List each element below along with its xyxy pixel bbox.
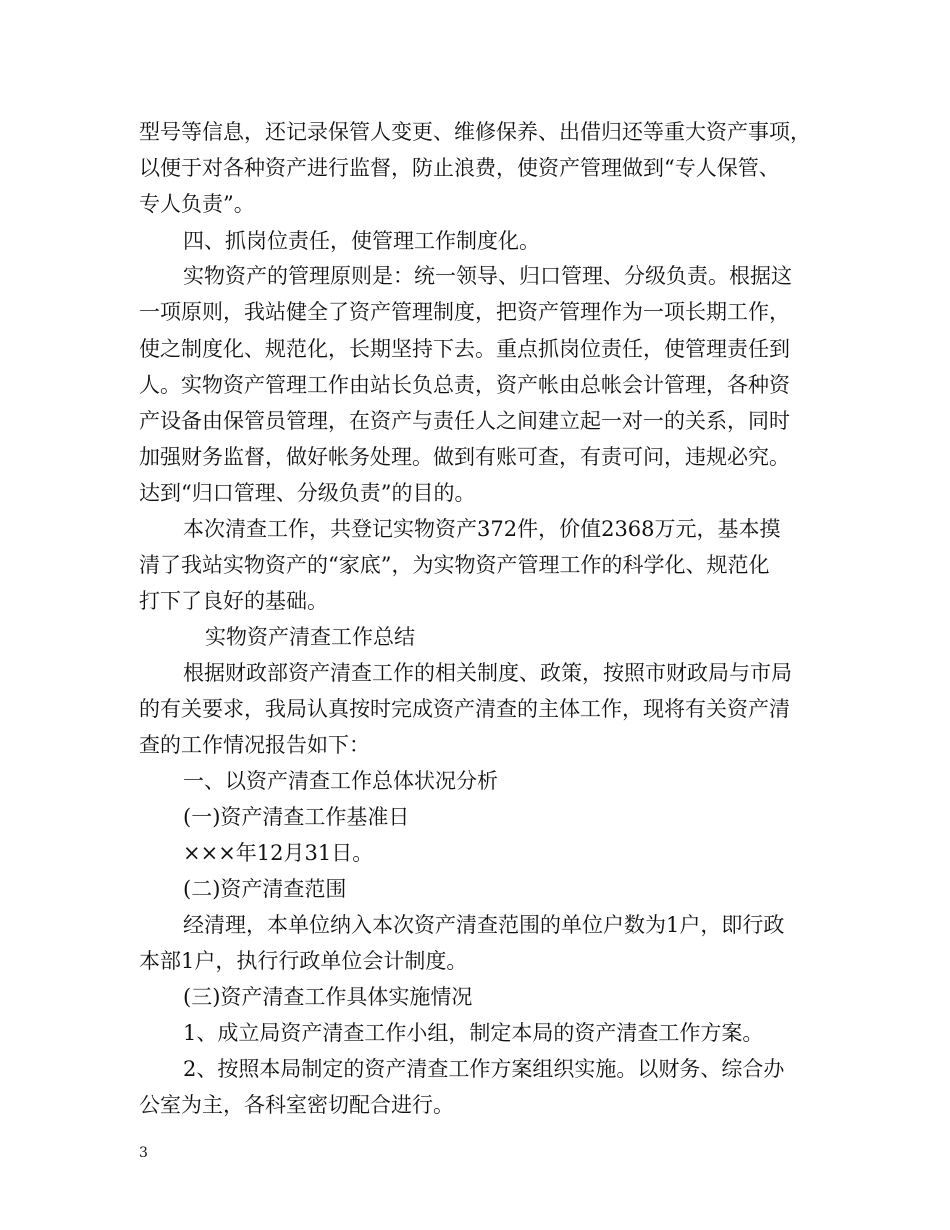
body-line-26: 1、成立局资产清查工作小组，制定本局的资产清查工作方案。 (183, 1021, 764, 1045)
page-number: 3 (139, 1145, 148, 1161)
body-line-21: ×××年12月31日。 (183, 841, 374, 865)
body-line-5: 实物资产的管理原则是：统一领导、归口管理、分级负责。根据这 (183, 264, 792, 288)
body-line-23: 经清理，本单位纳入本次资产清查范围的单位户数为1户，即行政 (183, 913, 785, 937)
body-line-12: 本次清查工作，共登记实物资产372件，价值2368万元，基本摸 (183, 517, 781, 541)
body-line-16: 根据财政部资产清查工作的相关制度、政策，按照市财政局与市局 (183, 661, 792, 685)
section-heading-4: 四、抓岗位责任，使管理工作制度化。 (183, 229, 540, 253)
body-line-6: 一项原则，我站健全了资产管理制度，把资产管理作为一项长期工作， (139, 300, 790, 324)
body-line-11: 达到“归口管理、分级负责”的目的。 (139, 481, 476, 505)
document-title: 实物资产清查工作总结 (205, 625, 415, 649)
body-line-8: 人。实物资产管理工作由站长负总责，资产帐由总帐会计管理，各种资 (139, 373, 790, 397)
body-line-3: 专人负责”。 (139, 192, 255, 216)
body-line-17: 的有关要求，我局认真按时完成资产清查的主体工作，现将有关资产清 (139, 697, 790, 721)
subsection-heading-3: (三)资产清查工作具体实施情况 (183, 985, 473, 1009)
body-line-24: 本部1户，执行行政单位会计制度。 (139, 949, 468, 973)
body-line-13: 清了我站实物资产的“家底”，为实物资产管理工作的科学化、规范化 (139, 553, 770, 577)
body-line-18: 查的工作情况报告如下： (139, 733, 370, 757)
body-line-9: 产设备由保管员管理，在资产与责任人之间建立起一对一的关系，同时 (139, 409, 790, 433)
body-line-1: 型号等信息，还记录保管人变更、维修保养、出借归还等重大资产事项， (139, 120, 811, 144)
body-line-7: 使之制度化、规范化，长期坚持下去。重点抓岗位责任，使管理责任到 (139, 337, 790, 361)
body-line-10: 加强财务监督，做好帐务处理。做到有账可查，有责可问，违规必究。 (139, 445, 790, 469)
body-line-27: 2、按照本局制定的资产清查工作方案组织实施。以财务、综合办 (183, 1057, 785, 1081)
body-line-14: 打下了良好的基础。 (139, 589, 328, 613)
subsection-heading-2: (二)资产清查范围 (183, 877, 347, 901)
body-line-28: 公室为主，各科室密切配合进行。 (139, 1093, 454, 1117)
body-line-2: 以便于对各种资产进行监督，防止浪费，使资产管理做到“专人保管、 (139, 156, 780, 180)
subsection-heading-1: (一)资产清查工作基准日 (183, 805, 410, 829)
section-heading-one: 一、以资产清查工作总体状况分析 (183, 769, 498, 793)
